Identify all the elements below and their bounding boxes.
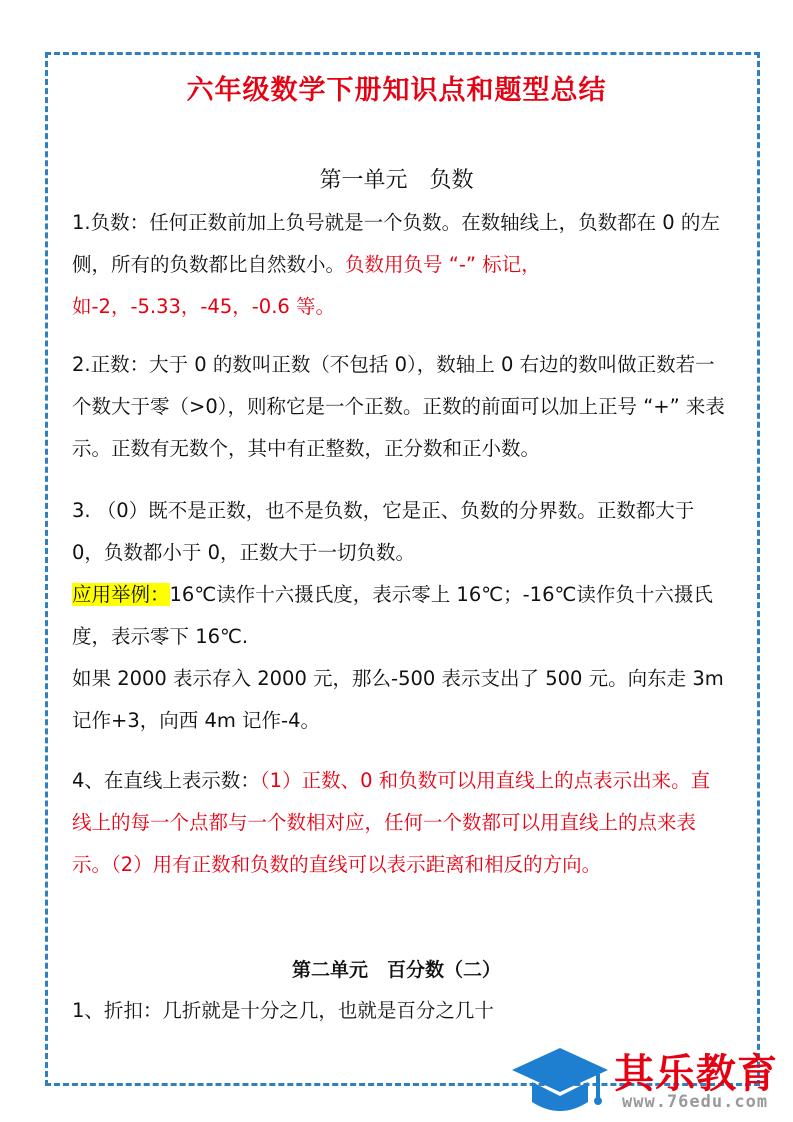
unit2-heading: 第二单元 百分数（二）: [291, 959, 501, 981]
page-title: 六年级数学下册知识点和题型总结: [186, 75, 607, 106]
logo-brand-name: 其乐教育: [614, 1051, 778, 1097]
example-label-highlight: 应用举例：: [72, 583, 170, 606]
negative-number-notation: 负数用负号 “-” 标记，如-2，-5.33，-45，-0.6 等。: [72, 253, 541, 318]
brand-logo: [510, 1040, 793, 1122]
logo-url: www.76edu.com: [622, 1092, 769, 1112]
negative-number-definition: 1.负数：任何正数前加上负号就是一个负数。在数轴线上，负数都在 0 的左侧，所有的负数都比自然数小。: [72, 211, 720, 276]
graduation-cap-icon: [510, 1046, 610, 1118]
unit1-paragraph-5: 如果 2000 表示存入 2000 元，那么-500 表示支出了 500 元。向东走 3m 记作+3，向西 4m 记作-4。: [72, 667, 724, 732]
unit2-paragraph-1: 1、折扣：几折就是十分之几，也就是百分之几十: [72, 999, 494, 1022]
number-line-label: 4、在直线上表示数：: [72, 769, 260, 792]
unit1-paragraph-3: 3. （0）既不是正数，也不是负数，它是正、负数的分界数。正数都大于 0，负数都小于 0，正数大于一切负数。: [72, 499, 695, 564]
unit1-paragraph-6: [72, 760, 728, 886]
unit1-paragraph-1: [72, 202, 728, 328]
number-line-explanation: （1）正数、0 和负数可以用直线上的点表示出来。直线上的每一个点都与一个数相对应，任何一个数都可以用直线上的点来表示。（2）用有正数和负数的直线可以表示距离和相反的方向。: [72, 769, 711, 876]
unit1-example-paragraph: [72, 574, 728, 658]
unit1-heading: 第一单元 负数: [319, 168, 474, 193]
example-temperature-text: 16℃读作十六摄氏度，表示零上 16℃；-16℃读作负十六摄氏度，表示零下 16℃.: [72, 583, 713, 648]
unit1-paragraph-2: 2.正数：大于 0 的数叫正数（不包括 0），数轴上 0 右边的数叫做正数若一个数大于零（>0），则称它是一个正数。正数的前面可以加上正号 “+” 来表示。正数有无数个，其中有正整数，正分数和正小数。: [72, 353, 725, 460]
